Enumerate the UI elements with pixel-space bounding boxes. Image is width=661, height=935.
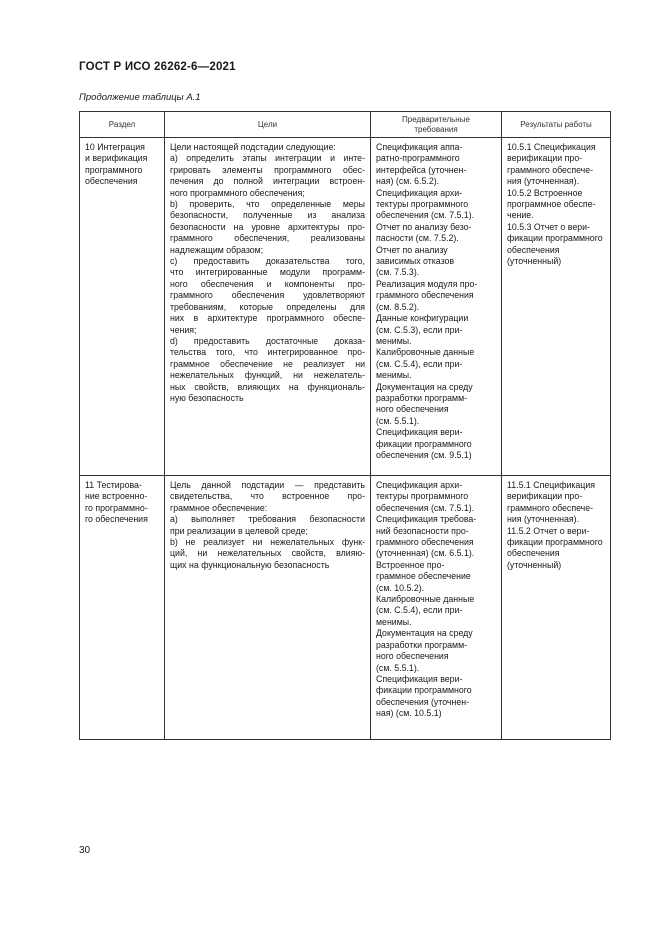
cell-text-line: фикации программного — [376, 438, 472, 449]
cell-text-line: (уточненная) (см. 6.5.1). — [376, 548, 475, 559]
cell-text-line: менимы. — [376, 335, 412, 346]
cell-text-line: 11 Тестирова- — [85, 480, 142, 490]
cell-text-line: граммного обеспечения — [376, 537, 474, 548]
cell-text-line: программного — [85, 164, 143, 175]
cell-text-line: тельства того, что интегрированное про- — [170, 347, 365, 358]
cell-text-line: интерфейса (уточнен- — [376, 164, 467, 175]
cell-text-line: Реализация модуля про- — [376, 278, 478, 289]
cell-text-line: (см. 8.5.2). — [376, 301, 420, 312]
cell-text-line: фикации программного — [507, 537, 603, 548]
cell-text-line: Отчет по анализу — [376, 244, 448, 255]
cell-text-line: а) определить этапы интеграции и инте- — [170, 153, 365, 164]
cell-text-line: зависимых отказов — [376, 256, 455, 267]
cell-text-line: 11.5.1 Спецификация — [507, 480, 596, 490]
cell-text-line: (уточненный) — [507, 256, 562, 267]
cell-text-line: (см. 5.5.1). — [376, 662, 420, 673]
cell-text-line: разработки программ- — [376, 392, 468, 403]
cell-text-line: Данные конфигурации — [376, 313, 469, 324]
cell-text-line: го программно- — [85, 502, 148, 513]
table-caption: Продолжение таблицы А.1 — [79, 92, 201, 103]
cell-text-line: 10.5.2 Встроенное — [507, 187, 583, 198]
cell-text-line: ний безопасности про- — [376, 525, 469, 536]
cell-text-line: обеспечения — [507, 548, 560, 559]
cell-text-line: ного обеспечения — [376, 651, 449, 662]
cell-text-line: обеспечения (уточнен- — [376, 696, 470, 707]
cell-text-line: чения; — [170, 324, 197, 335]
requirements-table — [79, 111, 611, 740]
cell-text-line: надлежащим образом; — [170, 244, 264, 255]
cell-text-line: граммного обеспечения — [376, 290, 474, 301]
cell-text-line: го обеспечения — [85, 514, 148, 525]
cell-text-line: щих на функциональную безопасность — [170, 559, 330, 570]
column-header-prerequisites: Предварительные требования — [371, 112, 502, 138]
cell-text-line: ная) (см. 10.5.1) — [376, 708, 442, 719]
cell-text-line: Спецификация вери- — [376, 673, 463, 684]
cell-text-line: 10 Интеграция — [85, 142, 145, 152]
cell-text-line: (см. 10.5.2). — [376, 582, 425, 593]
cell-text-line: а) выполняет требования безопасности — [170, 514, 365, 525]
cell-text-line: менимы. — [376, 370, 412, 381]
column-header-section: Раздел — [80, 112, 165, 138]
cell-text-line: Спецификация требова- — [376, 514, 477, 525]
cell-text-line: Документация на среду — [376, 381, 473, 392]
cell-text-line: Калибровочные данные — [376, 594, 475, 605]
cell-text-line: чение. — [507, 210, 534, 221]
cell-text-line: при реализации в целевой среде; — [170, 525, 308, 536]
cell-text-line: 11.5.2 Отчет о вери- — [507, 525, 590, 536]
cell-text-line: ния (уточненная). — [507, 176, 580, 187]
cell-text-line: и верификация — [85, 153, 148, 164]
table-row — [80, 138, 611, 476]
cell-text-line: c) предоставить доказательства того, — [170, 256, 365, 267]
cell-text-line: ная) (см. 6.5.2). — [376, 176, 440, 187]
cell-text-line: b) проверить, что определенные меры — [170, 199, 365, 210]
cell-text-line: d) предоставить достаточные доказа- — [170, 335, 365, 346]
cell-text-line: граммного обеспечения удовлетворяют — [170, 290, 365, 301]
cell-text-line: Спецификация архи- — [376, 480, 463, 490]
cell-text-line: ратно-программного — [376, 153, 460, 164]
column-header-results: Результаты работы — [502, 112, 611, 138]
cell-text-line: (см. С.5.3), если при- — [376, 324, 463, 335]
cell-text-line: ных свойств, влияющих на функциональ- — [170, 381, 365, 392]
cell-text-line: обеспечения (см. 7.5.1). — [376, 502, 475, 513]
cell-text-line: обеспечения (см. 9.5.1) — [376, 449, 472, 460]
results-cell — [502, 138, 611, 476]
cell-text-line: разработки программ- — [376, 639, 468, 650]
results-cell — [502, 476, 611, 740]
cell-text-line: граммное обеспечение: — [170, 502, 268, 513]
cell-text-line: граммного обеспече- — [507, 164, 594, 175]
cell-text-line: граммного обеспече- — [507, 502, 594, 513]
cell-text-line: ного программного обеспечения; — [170, 187, 305, 198]
standard-title: ГОСТ Р ИСО 26262-6—2021 — [79, 61, 236, 73]
table-header-row — [80, 112, 611, 138]
cell-text-line: безопасности, полученные из анализа — [170, 210, 365, 221]
cell-text-line: граммного обеспечения, реализованы — [170, 233, 365, 244]
cell-text-line: ного обеспечения и компоненты про- — [170, 278, 365, 289]
cell-text-line: Калибровочные данные — [376, 347, 475, 358]
cell-text-line: ного обеспечения — [376, 404, 449, 415]
cell-text-line: грировать элементы программного обес- — [170, 164, 365, 175]
cell-text-line: обеспечения — [85, 176, 138, 187]
cell-text-line: граммное обеспечение — [376, 571, 471, 582]
cell-text-line: граммное обеспечение не реализует ни — [170, 358, 365, 369]
cell-text-line: (см. С.5.4), если при- — [376, 358, 463, 369]
cell-text-line: b) не реализует ни нежелательных функ- — [170, 537, 365, 548]
goals-cell — [165, 476, 371, 740]
cell-text-line: программное обеспе- — [507, 199, 596, 210]
section-cell — [80, 476, 165, 740]
cell-text-line: ния (уточненная). — [507, 514, 580, 525]
goals-cell — [165, 138, 371, 476]
cell-text-line: нежелательных функций, ни нежелатель- — [170, 370, 365, 381]
page-number: 30 — [79, 845, 91, 856]
cell-text-line: ную безопасность — [170, 392, 244, 403]
table-row — [80, 476, 611, 740]
cell-text-line: Спецификация аппа- — [376, 142, 463, 152]
cell-text-line: ние встроенно- — [85, 491, 148, 502]
cell-text-line: обеспечения (см. 7.5.1). — [376, 210, 475, 221]
cell-text-line: фикации программного — [507, 233, 603, 244]
cell-text-line: обеспечения — [507, 244, 560, 255]
column-header-goals: Цели — [165, 112, 371, 138]
cell-text-line: Спецификация вери- — [376, 427, 463, 438]
cell-text-line: 10.5.3 Отчет о вери- — [507, 221, 590, 232]
cell-text-line: свидетельства, что встроенное про- — [170, 491, 365, 502]
cell-text-line: фикации программного — [376, 685, 472, 696]
cell-text-line: тектуры программного — [376, 491, 469, 502]
cell-text-line: безопасности на уровне архитектуры про- — [170, 221, 365, 232]
cell-text-line: требованиям, которые определены для — [170, 301, 365, 312]
cell-text-line: Отчет по анализу безо- — [376, 221, 472, 232]
cell-text-line: что интегрированные модули программ- — [170, 267, 365, 278]
cell-text-line: 10.5.1 Спецификация — [507, 142, 596, 152]
cell-text-line: верификации про- — [507, 153, 583, 164]
cell-text-line: них в архитектуре программного обеспе- — [170, 313, 365, 324]
section-cell — [80, 138, 165, 476]
cell-text-line: Встроенное про- — [376, 559, 445, 570]
cell-text-line: печения до полной интеграции встроен- — [170, 176, 365, 187]
cell-text-line: (см. 7.5.3). — [376, 267, 420, 278]
prerequisites-cell — [371, 476, 502, 740]
cell-text-line: Цель данной подстадии — представить — [170, 480, 365, 490]
cell-text-line: Спецификация архи- — [376, 187, 463, 198]
cell-text-line: тектуры программного — [376, 199, 469, 210]
cell-text-line: (см. С.5.4), если при- — [376, 605, 463, 616]
cell-text-line: пасности (см. 7.5.2). — [376, 233, 459, 244]
cell-text-line: (уточненный) — [507, 559, 562, 570]
cell-text-line: Цели настоящей подстадии следующие: — [170, 142, 336, 152]
cell-text-line: менимы. — [376, 616, 412, 627]
cell-text-line: верификации про- — [507, 491, 583, 502]
prerequisites-cell — [371, 138, 502, 476]
cell-text-line: (см. 5.5.1). — [376, 415, 420, 426]
cell-text-line: ций, ни нежелательных свойств, влияю- — [170, 548, 365, 559]
cell-text-line: Документация на среду — [376, 628, 473, 639]
